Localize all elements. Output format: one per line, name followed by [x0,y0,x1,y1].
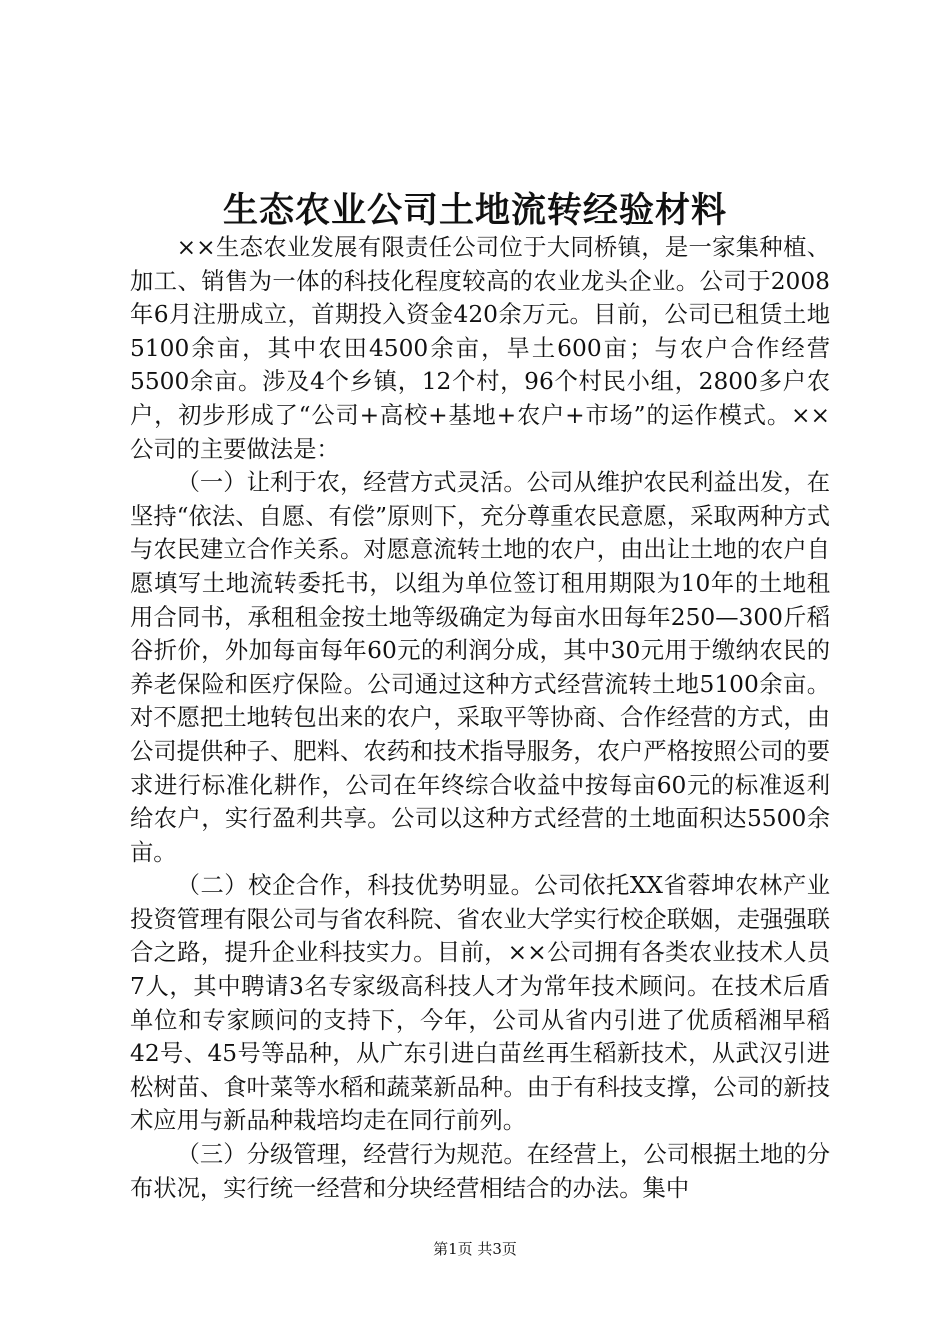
paragraph-section-2: （二）校企合作，科技优势明显。公司依托XX省蓉坤农林产业投资管理有限公司与省农科院、省农业大学实行校企联姻，走强强联合之路，提升企业科技实力。目前，××公司拥有各类农业技术人员7人，其中聘请3名专家级高科技人才为常年技术顾问。在技术后盾单位和专家顾问的支持下，今年，公司从省内引进了优质稻湘早稻42号、45号等品种，从广东引进白苗丝再生稻新技术，从武汉引进松树苗、食叶菜等水稻和蔬菜新品种。由于有科技支撑，公司的新技术应用与新品种栽培均走在同行前列。 [130,872,830,1135]
paragraph-section-1: （一）让利于农，经营方式灵活。公司从维护农民利益出发，在坚持“依法、自愿、有偿”原则下，充分尊重农民意愿，采取两种方式与农民建立合作关系。对愿意流转土地的农户，由出让土地的农户自愿填写土地流转委托书，以组为单位签订租用期限为10年的土地租用合同书，承租租金按土地等级确定为每亩水田每年250—300斤稻谷折价，外加每亩每年60元的利润分成，其中30元用于缴纳农民的养老保险和医疗保险。公司通过这种方式经营流转土地5100余亩。对不愿把土地转包出来的农户，采取平等协商、合作经营的方式，由公司提供种子、肥料、农药和技术指导服务，农户严格按照公司的要求进行标准化耕作，公司在年终综合收益中按每亩60元的标准返利给农户，实行盈利共享。公司以这种方式经营的土地面积达5500余亩。 [130,469,830,866]
document-title: 生态农业公司土地流转经验材料 [222,190,727,231]
document-body [130,231,830,1205]
page-number-footer: 第1页 共3页 [433,1240,517,1258]
paragraph-intro: ××生态农业发展有限责任公司位于大同桥镇，是一家集种植、加工、销售为一体的科技化程度较高的农业龙头企业。公司于2008年6月注册成立，首期投入资金420余万元。目前，公司已租赁土地5100余亩，其中农田4500余亩，旱土600亩；与农户合作经营5500余亩。涉及4个乡镇，12个村，96个村民小组，2800多户农户，初步形成了“公司+高校+基地+农户+市场”的运作模式。××公司的主要做法是： [130,234,830,463]
paragraph-section-3: （三）分级管理，经营行为规范。在经营上，公司根据土地的分布状况，实行统一经营和分块经营相结合的办法。集中 [130,1141,830,1202]
